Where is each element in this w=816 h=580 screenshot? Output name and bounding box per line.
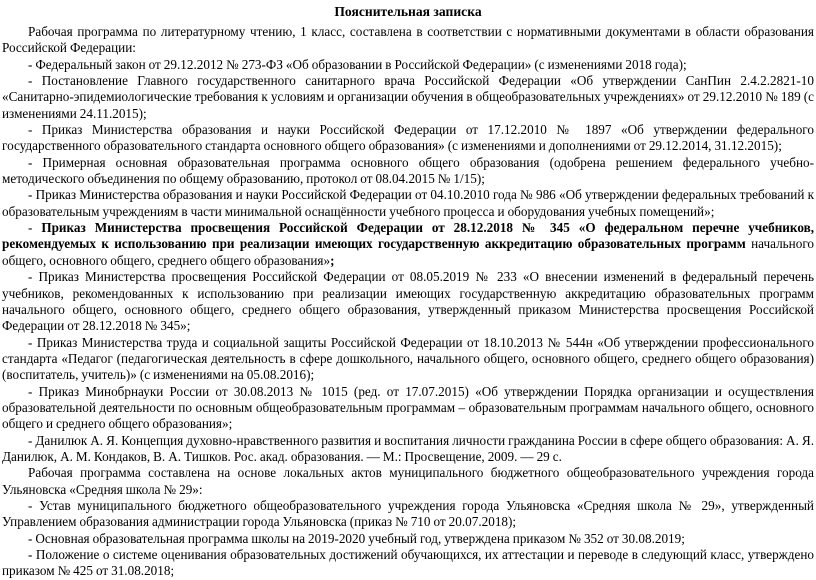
- bullet-order-345-bold: Приказ Министерства просвещения Российской Федерации от 28.12.2018 № 345 «О федеральном перечне учебников, рекомендуемых к использованию при реализации имеющих государственную аккредитацию образовательных программ: [2, 220, 815, 252]
- bullet-danilyuk-concept: - Данилюк А. Я. Концепция духовно-нравственного развития и воспитания личности гражданина России в сфере общего образования: А. Я. Данилюк, А. М. Кондаков, В. А. Тишков. Рос. акад. образования. — М.: Просвещение, 2009. — 29 с.: [2, 432, 814, 464]
- bullet-order-986: - Приказ Министерства образования и науки Российской Федерации от 04.10.2010 года № 986 «Об утверждении федеральных требований к образовательным учреждениям в части минимальной оснащённости учебного процесса и оборудования учебных помещений»;: [2, 187, 814, 219]
- bullet-order-233: - Приказ Министерства просвещения Российской Федерации от 08.05.2019 № 233 «О внесении изменений в федеральный перечень учебников, рекомендованных к использованию при реализации имеющих государственную аккредитацию образовательных программ начального общего, основного общего, среднего общего образования, утвержденный приказом Министерства просвещения Российской Федерации от 28.12.2018 № 345»;: [2, 269, 814, 334]
- bullet-order-345-end: ;: [330, 252, 335, 268]
- paragraph-intro-1: Рабочая программа по литературному чтению, 1 класс, составлена в соответствии с нормативными документами в области образования Российской Федерации:: [2, 24, 814, 56]
- bullet-order-1897: - Приказ Министерства образования и науки Российской Федерации от 17.12.2010 № 1897 «Об утверждении федерального государственного образовательного стандарта основного общего образования» (с изменениями и дополнениями от 29.12.2014, 31.12.2015);: [2, 122, 814, 154]
- bullet-school-program: - Основная образовательная программа школы на 2019-2020 учебный год, утверждена приказом № 352 от 30.08.2019;: [28, 530, 685, 546]
- bullet-order-345-prefix: -: [28, 220, 42, 236]
- bullet-order-1015: - Приказ Минобрнауки России от 30.08.2013 № 1015 (ред. от 17.07.2015) «Об утверждении Порядка организации и осуществления образовательной деятельности по основным общеобразовательным программам – образовательным программам начального общего, основного общего и среднего общего образования»;: [2, 383, 814, 432]
- bullet-federal-law: - Федеральный закон от 29.12.2012 № 273-ФЗ «Об образовании в Российской Федерации» (с изменениями 2018 года);: [28, 56, 687, 72]
- bullet-assessment-regulation: - Положение о системе оценивания образовательных достижений обучающихся, их аттестации и переводе в следующий класс, утверждено приказом № 425 от 31.08.2018;: [2, 547, 814, 579]
- bullet-order-345: [2, 220, 814, 269]
- bullet-sanpin: - Постановление Главного государственного санитарного врача Российской Федерации «Об утверждении СанПин 2.4.2.2821-10 «Санитарно-эпидемиологические требования к условиям и организации обучения в общеобразовательных учреждениях» от 29.12.2010 № 189 (с изменениями 24.11.2015);: [2, 73, 814, 121]
- document-title: Пояснительная записка: [334, 4, 482, 19]
- bullet-exemplary-program: - Примерная основная образовательная программа основного общего образования (одобрена решением федерального учебно-методического объединения по общему образованию, протокол от 08.04.2015 № 1/15);: [2, 154, 814, 187]
- paragraph-intro-2: Рабочая программа составлена на основе локальных актов муниципального бюджетного общеобразовательного учреждения города Ульяновска «Средняя школа № 29»:: [2, 465, 814, 497]
- bullet-order-544n: - Приказ Министерства труда и социальной защиты Российской Федерации от 18.10.2013 № 544н «Об утверждении профессионального стандарта «Педагог (педагогическая деятельность в сфере дошкольного, начального общего, основного общего, среднего общего образования) (воспитатель, учитель)» (с изменениями на 05.08.2016);: [2, 334, 814, 383]
- bullet-order-345-rest: начального общего, основного общего, среднего общего образования»: [2, 236, 815, 268]
- bullet-school-charter: - Устав муниципального бюджетного общеобразовательного учреждения города Ульяновска «Средняя школа № 29», утвержденный Управлением образования администрации города Ульяновска (приказ № 710 от 20.07.2018);: [2, 497, 814, 530]
